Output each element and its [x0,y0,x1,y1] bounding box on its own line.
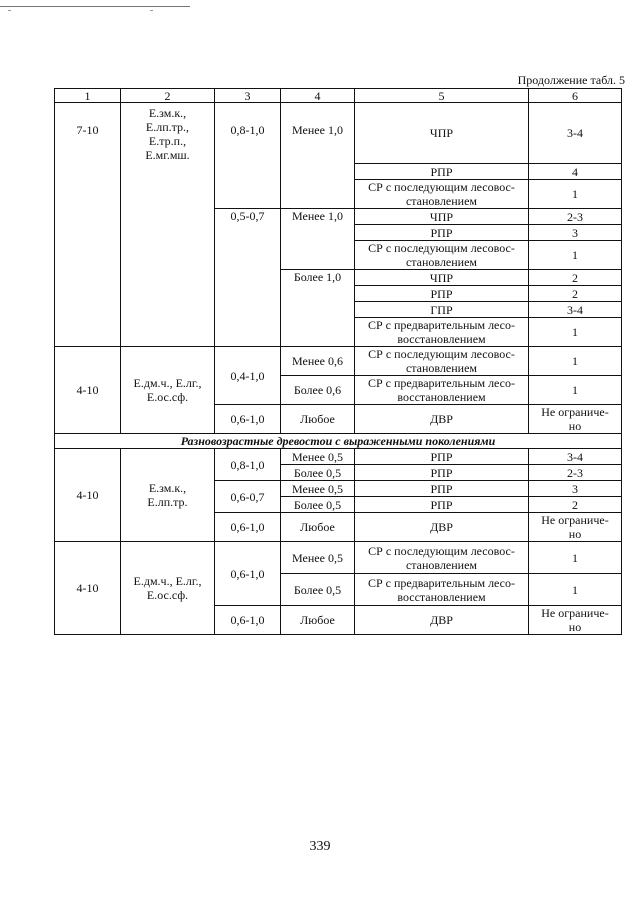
density-cell: 0,8-1,0 [215,103,281,209]
method-cell: РПР [355,481,529,497]
scan-mark [8,10,11,11]
period-cell: Не ограниче- но [529,405,622,434]
table-row [55,103,622,164]
header-cell: 1 [55,89,121,103]
volume-cell: Менее 0,5 [281,481,355,497]
volume-cell: Более 0,5 [281,465,355,481]
method-cell: СР с последующим лесовос- становлением [355,347,529,376]
header-cell: 3 [215,89,281,103]
method-cell: СР с последующим лесовос- становлением [355,542,529,574]
period-cell: 1 [529,376,622,405]
volume-cell: Менее 0,5 [281,542,355,574]
method-cell: РПР [355,449,529,465]
method-cell: РПР [355,286,529,302]
period-cell: 3 [529,225,622,241]
table-row [55,542,622,574]
density-cell: 0,8-1,0 [215,449,281,481]
density-cell: 0,6-1,0 [215,606,281,635]
period-cell: 1 [529,180,622,209]
density-cell: 0,6-1,0 [215,513,281,542]
period-cell: 1 [529,347,622,376]
period-cell: 1 [529,574,622,606]
forest-type-cell: Е.дм.ч., Е.лг., Е.ос.сф. [121,542,215,635]
density-cell: 0,4-1,0 [215,347,281,405]
period-cell: 3-4 [529,302,622,318]
header-cell: 6 [529,89,622,103]
method-cell: СР с последующим лесовос- становлением [355,241,529,270]
age-cell: 7-10 [55,103,121,347]
density-cell: 0,6-0,7 [215,481,281,513]
scan-mark [150,10,153,11]
volume-cell: Более 1,0 [281,270,355,347]
header-cell: 2 [121,89,215,103]
period-cell: 1 [529,241,622,270]
method-cell: ДВР [355,405,529,434]
age-cell: 4-10 [55,542,121,635]
period-cell: 3-4 [529,103,622,164]
table-container [54,88,621,635]
volume-cell: Любое [281,513,355,542]
method-cell: ДВР [355,513,529,542]
density-cell: 0,6-1,0 [215,405,281,434]
period-cell: 2-3 [529,465,622,481]
method-cell: ГПР [355,302,529,318]
method-cell: СР с предварительным лесо- восстановлением [355,574,529,606]
volume-cell: Менее 0,5 [281,449,355,465]
data-table [54,88,622,635]
period-cell: 3 [529,481,622,497]
method-cell: СР с предварительным лесо- восстановлением [355,318,529,347]
section-heading: Разновозрастные древостои с выраженными поколениями [55,434,622,449]
period-cell: 2-3 [529,209,622,225]
volume-cell: Более 0,5 [281,497,355,513]
method-cell: ЧПР [355,103,529,164]
table-caption: Продолжение табл. 5 [517,73,625,87]
volume-cell: Менее 1,0 [281,209,355,270]
period-cell: 2 [529,270,622,286]
method-cell: РПР [355,225,529,241]
page-number: 339 [309,839,331,854]
age-cell: 4-10 [55,347,121,434]
method-cell: РПР [355,497,529,513]
density-cell: 0,5-0,7 [215,209,281,347]
method-cell: СР с предварительным лесо- восстановлением [355,376,529,405]
volume-cell: Менее 0,6 [281,347,355,376]
age-cell: 4-10 [55,449,121,542]
top-rule [0,6,190,7]
volume-cell: Любое [281,405,355,434]
section-row [55,434,622,449]
period-cell: 2 [529,286,622,302]
volume-cell: Любое [281,606,355,635]
period-cell: 2 [529,497,622,513]
method-cell: ДВР [355,606,529,635]
period-cell: 1 [529,318,622,347]
period-cell: 1 [529,542,622,574]
table-row [55,449,622,465]
method-cell: РПР [355,164,529,180]
period-cell: 4 [529,164,622,180]
method-cell: ЧПР [355,209,529,225]
period-cell: Не ограниче- но [529,513,622,542]
forest-type-cell: Е.зм.к., Е.лп.тр., Е.тр.п., Е.мг.мш. [121,103,215,347]
header-row [55,89,622,103]
volume-cell: Более 0,6 [281,376,355,405]
forest-type-cell: Е.зм.к., Е.лп.тр. [121,449,215,542]
density-cell: 0,6-1,0 [215,542,281,606]
header-cell: 5 [355,89,529,103]
volume-cell: Менее 1,0 [281,103,355,209]
forest-type-cell: Е.дм.ч., Е.лг., Е.ос.сф. [121,347,215,434]
method-cell: ЧПР [355,270,529,286]
volume-cell: Более 0,5 [281,574,355,606]
period-cell: 3-4 [529,449,622,465]
period-cell: Не ограниче- но [529,606,622,635]
method-cell: СР с последующим лесовос- становлением [355,180,529,209]
header-cell: 4 [281,89,355,103]
table-row [55,347,622,376]
method-cell: РПР [355,465,529,481]
